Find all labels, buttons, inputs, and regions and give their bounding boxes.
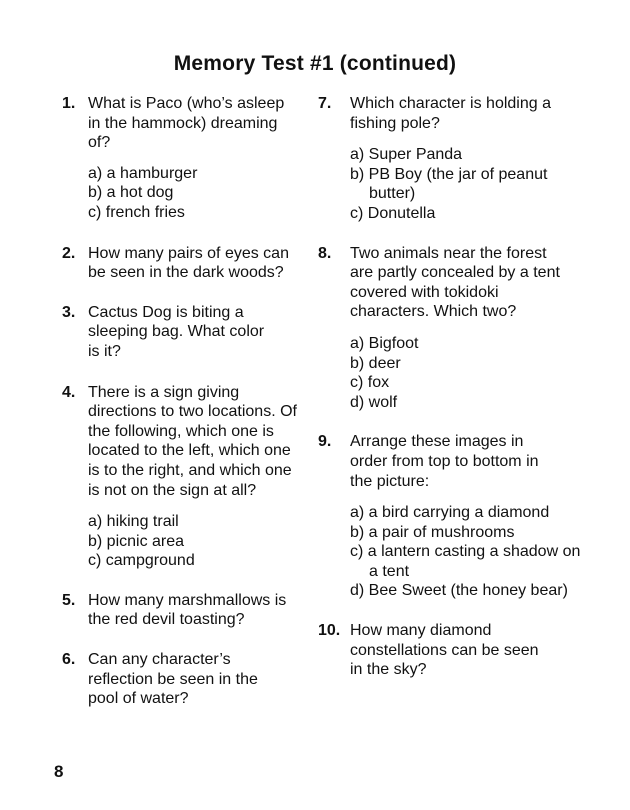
- answer-options: [350, 334, 578, 412]
- answer-option: b) deer: [350, 354, 401, 372]
- question-number: 7.: [318, 95, 332, 112]
- question-number: 9.: [318, 433, 332, 451]
- question-text: Two animals near the forest are partly concealed by a tent covered with tokidoki characters. Which two?: [350, 244, 560, 321]
- answer-option: c) french fries: [88, 203, 185, 221]
- question-text: How many marshmallows is the red devil toasting?: [88, 591, 287, 629]
- answer-option: c) campground: [88, 552, 195, 570]
- answer-option: a) a hamburger: [88, 164, 198, 182]
- question-7: [318, 94, 578, 224]
- question-text: Cactus Dog is biting a sleeping bag. What color is it?: [88, 303, 265, 360]
- question-number: 2.: [62, 244, 76, 262]
- question-3: [62, 303, 312, 362]
- question-9: [318, 432, 581, 601]
- answer-options: [350, 503, 581, 601]
- question-number: 6.: [62, 651, 76, 669]
- answer-options: [88, 512, 312, 571]
- answer-option: c) fox: [350, 374, 390, 392]
- page-title: Memory Test #1 (continued): [173, 52, 457, 75]
- answer-option: b) a pair of mushrooms: [350, 523, 515, 541]
- question-text: Arrange these images in order from top to bottom in the picture:: [350, 433, 539, 490]
- question-text: Can any character’s reflection be seen in the pool of water?: [88, 651, 258, 708]
- answer-option: a) hiking trail: [88, 513, 179, 531]
- question-number: 1.: [62, 95, 76, 112]
- question-number: 4.: [62, 383, 76, 401]
- answer-option: a) Bigfoot: [350, 334, 419, 352]
- question-text: Which character is holding a fishing pole?: [350, 95, 551, 132]
- answer-option: b) picnic area: [88, 532, 185, 550]
- question-number: 10.: [318, 622, 341, 640]
- question-number: 8.: [318, 244, 332, 262]
- answer-option: d) wolf: [350, 393, 398, 411]
- answer-options: [350, 145, 578, 223]
- question-5: [62, 591, 312, 630]
- question-1: [62, 94, 312, 223]
- question-text: There is a sign giving directions to two locations. Of the following, which one is located to the left, which one is to the right, and which one is not on the sign at all?: [88, 383, 297, 499]
- question-2: [62, 244, 312, 283]
- answer-option: a) Super Panda: [350, 146, 463, 164]
- answer-option: b) PB Boy (the jar of peanut butter): [350, 165, 548, 203]
- answer-options: [88, 164, 312, 223]
- right-column: [318, 94, 581, 680]
- answer-option: d) Bee Sweet (the honey bear): [350, 582, 568, 600]
- question-text: How many pairs of eyes can be seen in the dark woods?: [88, 244, 289, 282]
- question-number: 5.: [62, 591, 76, 609]
- answer-option: b) a hot dog: [88, 184, 174, 202]
- left-column: [62, 94, 312, 709]
- answer-option: a) a bird carrying a diamond: [350, 504, 550, 522]
- question-10: [318, 621, 578, 680]
- question-number: 3.: [62, 303, 76, 321]
- question-6: [62, 650, 312, 709]
- question-text: How many diamond constellations can be seen in the sky?: [350, 622, 539, 679]
- answer-option: c) a lantern casting a shadow on a tent: [350, 543, 581, 580]
- question-4: [62, 383, 312, 571]
- question-8: [318, 244, 578, 413]
- page-number: 8: [54, 762, 64, 781]
- answer-option: c) Donutella: [350, 204, 436, 222]
- question-text: What is Paco (who’s asleep in the hammock) dreaming of?: [88, 95, 285, 152]
